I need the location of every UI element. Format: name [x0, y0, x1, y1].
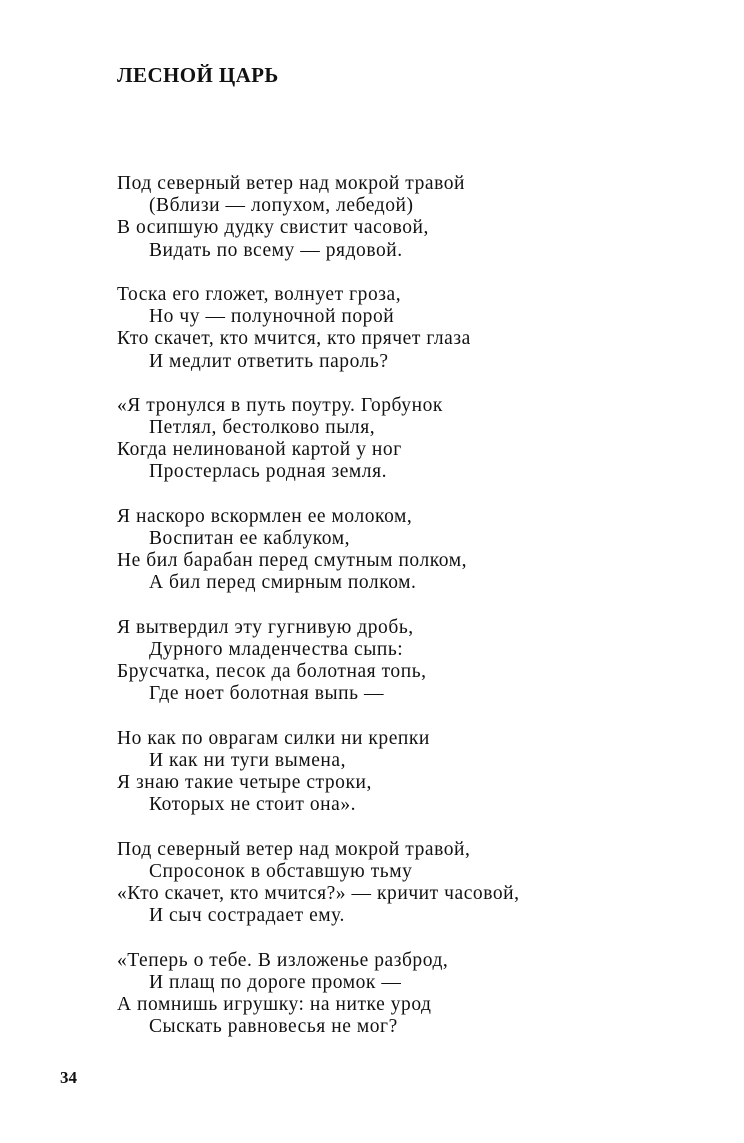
poem-line: Не бил барабан перед смутным полком, [117, 550, 468, 572]
poem-line: (Вблизи — лопухом, лебедой) [149, 195, 414, 217]
stanza-3 [117, 395, 717, 484]
poem-line: А бил перед смирным полком. [149, 572, 417, 594]
poem-line: Которых не стоит она». [149, 794, 357, 816]
poem-line: Когда нелинованой картой у ног [117, 439, 402, 461]
poem-line: Простерлась родная земля. [149, 461, 388, 483]
stanza-8 [117, 950, 717, 1039]
stanza-7 [117, 839, 717, 928]
poem-line: Спросонок в обставшую тьму [149, 860, 413, 882]
stanza-4 [117, 506, 717, 595]
poem-line: И как ни туги вымена, [149, 749, 347, 771]
stanza-5 [117, 617, 717, 706]
poem-line: Видать по всему — рядовой. [149, 239, 403, 261]
poem-line: Брусчатка, песок да болотная топь, [117, 661, 427, 683]
page-number: 34 [60, 1068, 77, 1087]
poem-line: «Кто скачет, кто мчится?» — кричит часовой, [117, 883, 520, 904]
stanza-6 [117, 728, 717, 817]
poem-line: Под северный ветер над мокрой травой [117, 173, 465, 194]
poem-line: Сыскать равновесья не мог? [149, 1016, 398, 1038]
poem-line: «Я тронулся в путь поутру. Горбунок [117, 394, 443, 416]
poem-line: Я знаю такие четыре строки, [117, 772, 372, 794]
poem-line: И плащ по дороге промок — [149, 971, 402, 993]
poem-line: Тоска его гложет, волнует гроза, [117, 283, 402, 305]
poem-title: ЛЕСНОЙ ЦАРЬ [117, 63, 279, 87]
poem-line: Но чу — полуночной порой [149, 306, 395, 328]
stanza-1 [117, 173, 717, 262]
poem-line: Я вытвердил эту гугнивую дробь, [117, 616, 414, 638]
poem-line: А помнишь игрушку: на нитке урод [117, 993, 432, 1015]
poem-line: Под северный ветер над мокрой травой, [117, 838, 471, 860]
poem-line: Воспитан ее каблуком, [149, 528, 351, 549]
poem-line: «Теперь о тебе. В изложенье разброд, [117, 949, 449, 971]
poem-line: И медлит ответить пароль? [149, 350, 389, 372]
poem-line: Петлял, бестолково пыля, [149, 417, 376, 439]
poem-line: Кто скачет, кто мчится, кто прячет глаза [117, 328, 471, 350]
poem-line: В осипшую дудку свистит часовой, [117, 217, 429, 239]
poem-line: Я наскоро вскормлен ее молоком, [117, 505, 413, 527]
poem-line: И сыч сострадает ему. [149, 905, 345, 927]
poem-line: Но как по оврагам силки ни крепки [117, 727, 430, 749]
stanza-2 [117, 284, 717, 373]
poem-line: Где ноет болотная выпь — [149, 683, 385, 705]
poem-line: Дурного младенчества сыпь: [149, 638, 404, 660]
poem-body [117, 173, 717, 1061]
